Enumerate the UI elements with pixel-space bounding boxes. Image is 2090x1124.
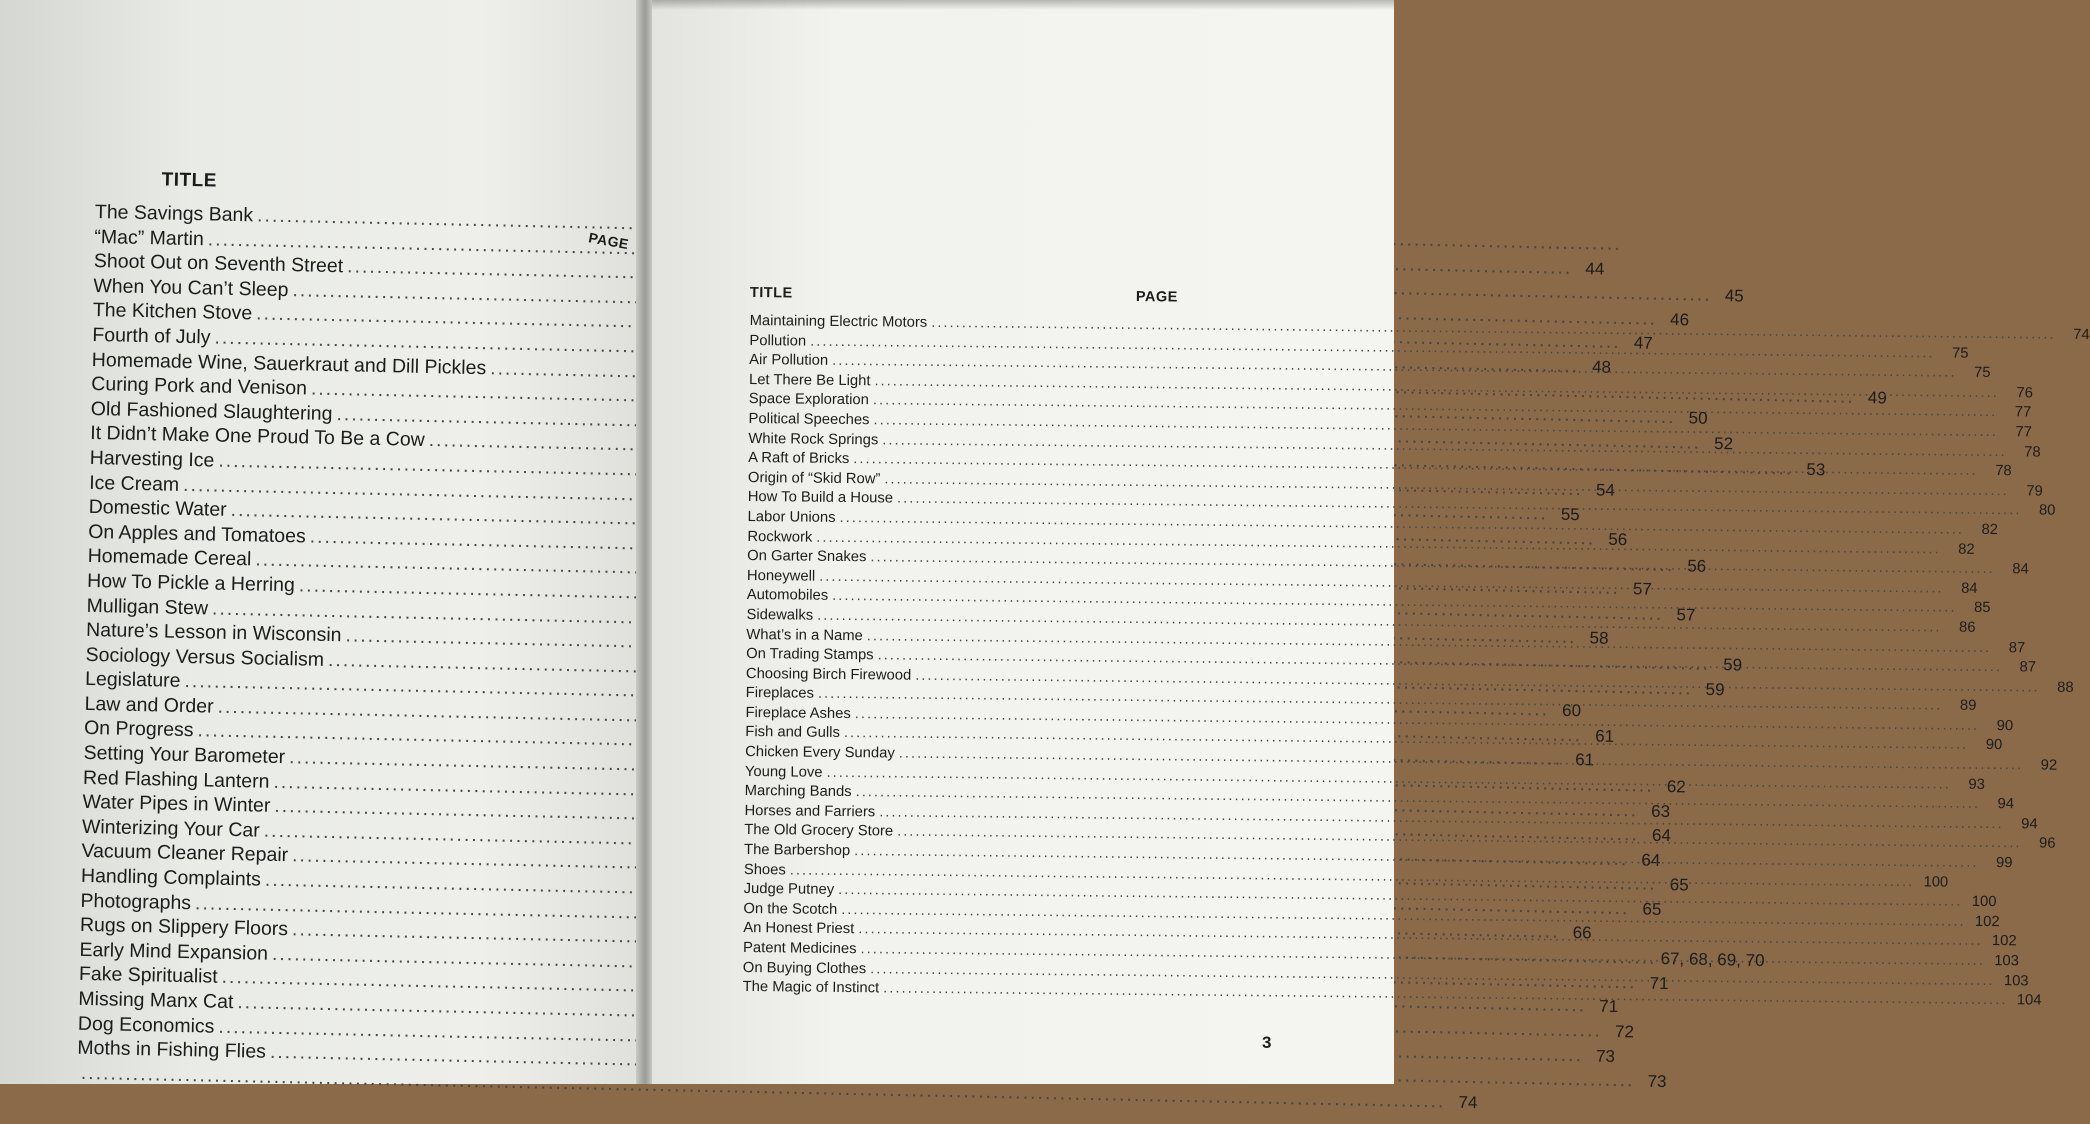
- entry-title: Young Love: [744, 763, 823, 781]
- entry-title: Winterizing Your Car: [81, 815, 260, 842]
- entry-page: 76: [2016, 385, 2033, 402]
- entry-page: 87: [2019, 659, 2037, 676]
- entry-page: 62: [1666, 777, 1686, 797]
- entry-title: Choosing Birch Firewood: [745, 665, 912, 684]
- entry-title: It Didn’t Make One Proud To Be a Cow: [90, 422, 425, 452]
- entry-title: Handling Complaints: [80, 864, 262, 891]
- entry-title: Political Speeches: [748, 410, 870, 429]
- entry-title: The Barbershop: [743, 842, 851, 860]
- entry-title: Domestic Water: [88, 496, 227, 521]
- entry-title: Law and Order: [84, 692, 214, 718]
- entry-title: On Buying Clothes: [742, 959, 867, 977]
- entry-page: 90: [1996, 717, 2014, 735]
- entry-page: 80: [2038, 502, 2056, 520]
- entry-title: Homemade Wine, Sauerkraut and Dill Pickles: [91, 348, 487, 379]
- entry-page: 94: [1997, 796, 2015, 813]
- entry-title: Shoes: [743, 861, 786, 879]
- entry-page: 52: [1713, 433, 1734, 454]
- entry-title: Red Flashing Lantern: [82, 766, 270, 793]
- entry-page: 67, 68, 69, 70: [1660, 949, 1765, 971]
- entry-title: Fireplaces: [745, 685, 815, 702]
- entry-page: 94: [2021, 816, 2038, 833]
- entry-page: 78: [1995, 463, 2012, 480]
- entry-page: 59: [1722, 655, 1743, 675]
- entry-title: Harvesting Ice: [89, 446, 215, 472]
- right-page-header: PAGE: [1135, 289, 1178, 306]
- entry-page: 93: [1968, 776, 1985, 793]
- entry-page: 60: [1561, 701, 1582, 721]
- entry-page: 53: [1806, 460, 1826, 480]
- entry-page: 78: [2024, 443, 2041, 461]
- page-number: 3: [1262, 1033, 1272, 1052]
- page-shadow: [652, 0, 1394, 10]
- entry-page: 87: [2008, 639, 2026, 656]
- entry-page: 92: [2040, 757, 2058, 774]
- entry-page: 77: [2014, 404, 2032, 421]
- entry-page: 75: [1952, 345, 1969, 362]
- entry-title: Ice Cream: [89, 471, 180, 496]
- entry-title: Homemade Cereal: [87, 545, 252, 571]
- entry-title: White Rock Springs: [748, 430, 879, 448]
- entry-page: 44: [1585, 258, 1605, 279]
- entry-page: 88: [2057, 679, 2074, 696]
- entry-page: 89: [1959, 697, 1977, 715]
- entry-title: Automobiles: [746, 587, 829, 605]
- entry-title: Patent Medicines: [742, 939, 857, 958]
- entry-page: 74: [2073, 326, 2090, 344]
- entry-title: Honeywell: [746, 567, 816, 585]
- entry-title: Rugs on Slippery Floors: [79, 914, 289, 941]
- entry-page: 73: [1647, 1071, 1667, 1092]
- entry-title: An Honest Priest: [743, 920, 855, 938]
- left-title-header: TITLE: [161, 169, 218, 192]
- entry-page: 104: [2016, 992, 2042, 1009]
- entry-title: Old Fashioned Slaughtering: [90, 397, 333, 425]
- entry-page: 65: [1669, 875, 1689, 895]
- entry-page: 63: [1650, 801, 1671, 821]
- entry-page: 71: [1599, 997, 1619, 1017]
- entry-page: 64: [1641, 850, 1661, 870]
- entry-title: Fake Spiritualist: [78, 963, 218, 989]
- entry-title: Chicken Every Sunday: [745, 744, 895, 762]
- entry-title: Missing Manx Cat: [78, 987, 234, 1014]
- entry-page: 54: [1595, 480, 1616, 500]
- entry-title: Labor Unions: [747, 508, 836, 526]
- entry-title: Marching Bands: [744, 783, 852, 801]
- entry-page: 100: [1971, 894, 1997, 911]
- entry-title: Maintaining Electric Motors: [749, 312, 928, 331]
- entry-title: Nature’s Lesson in Wisconsin: [85, 618, 342, 647]
- entry-title: Horses and Farriers: [744, 802, 876, 821]
- entry-page: 61: [1574, 750, 1595, 770]
- entry-page: 56: [1687, 556, 1707, 576]
- entry-page: 66: [1572, 922, 1592, 943]
- entry-page: 75: [1973, 365, 1991, 382]
- entry-title: On Trading Stamps: [746, 646, 874, 664]
- entry-title: The Magic of Instinct: [742, 979, 880, 997]
- entry-page: 79: [2026, 483, 2043, 500]
- entry-title: Dog Economics: [77, 1012, 215, 1038]
- entry-title: Judge Putney: [743, 881, 835, 899]
- entry-page: 82: [1981, 521, 1999, 539]
- entry-page: 103: [1994, 953, 2020, 970]
- entry-title: What’s in a Name: [746, 626, 863, 644]
- entry-page: 96: [2038, 835, 2056, 853]
- entry-page: 61: [1595, 726, 1615, 746]
- entry-page: 71: [1649, 973, 1669, 993]
- entry-page: 102: [1991, 933, 2017, 950]
- right-header-row: [750, 285, 1180, 306]
- entry-title: On Garter Snakes: [747, 548, 867, 566]
- entry-page: 77: [2015, 424, 2032, 441]
- entry-title: Water Pipes in Winter: [82, 791, 271, 818]
- entry-title: Origin of “Skid Row”: [747, 469, 881, 488]
- entry-title: Vacuum Cleaner Repair: [81, 840, 289, 867]
- entry-title: Air Pollution: [749, 352, 829, 370]
- entry-title: Moths in Fishing Flies: [77, 1036, 267, 1063]
- entry-page: 65: [1642, 899, 1662, 919]
- right-title-header: TITLE: [749, 285, 793, 302]
- entry-page: 85: [1974, 600, 1991, 617]
- entry-title: Setting Your Barometer: [83, 741, 286, 769]
- entry-title: When You Can’t Sleep: [93, 274, 289, 301]
- entry-title: How To Pickle a Herring: [86, 569, 296, 597]
- entry-title: Rockwork: [747, 528, 813, 546]
- entry-title: On Apples and Tomatoes: [87, 520, 306, 548]
- entry-title: Sidewalks: [746, 606, 814, 624]
- entry-page: 57: [1676, 605, 1696, 625]
- entry-title: Sociology Versus Socialism: [85, 643, 325, 671]
- entry-page: 84: [2012, 561, 2029, 578]
- entry-page: 45: [1724, 286, 1744, 306]
- entry-page: 99: [1996, 855, 2013, 872]
- entry-page: 103: [2003, 972, 2029, 990]
- entry-title: Shoot Out on Seventh Street: [93, 250, 344, 278]
- entry-title: Fireplace Ashes: [745, 704, 851, 722]
- left-page-header: PAGE: [587, 229, 631, 253]
- entry-title: Legislature: [84, 668, 181, 693]
- entry-title: The Old Grocery Store: [744, 822, 894, 840]
- entry-title: Mulligan Stew: [86, 594, 209, 619]
- entry-title: Fourth of July: [92, 323, 211, 349]
- entry-page: 47: [1633, 333, 1653, 354]
- entry-page: 55: [1560, 504, 1580, 524]
- entry-page: 57: [1632, 579, 1653, 599]
- entry-title: “Mac” Martin: [94, 225, 205, 250]
- entry-page: 48: [1591, 357, 1612, 377]
- entry-page: 56: [1608, 529, 1628, 550]
- entry-page: 74: [1458, 1092, 1478, 1112]
- entry-page: [1626, 250, 1654, 251]
- entry-title: On the Scotch: [743, 900, 838, 918]
- entry-title: On Progress: [83, 717, 194, 742]
- entry-title: Pollution: [749, 332, 807, 350]
- entry-title: A Raft of Bricks: [748, 450, 850, 468]
- entry-title: Let There Be Light: [748, 371, 871, 390]
- entry-page: 59: [1705, 679, 1725, 699]
- entry-page: 72: [1614, 1022, 1635, 1042]
- entry-title: The Savings Bank: [94, 200, 254, 227]
- entry-title: Photographs: [80, 889, 192, 914]
- entry-page: 50: [1688, 408, 1708, 428]
- entry-page: 46: [1669, 309, 1690, 330]
- entry-title: Curing Pork and Venison: [91, 373, 308, 400]
- entry-page: 90: [1985, 737, 2003, 754]
- entry-page: 49: [1867, 387, 1887, 408]
- entry-page: 100: [1923, 873, 1949, 891]
- entry-title: Fish and Gulls: [745, 724, 840, 742]
- entry-page: 84: [1961, 580, 1978, 597]
- entry-title: The Kitchen Stove: [92, 299, 253, 325]
- entry-title: How To Build a House: [747, 489, 894, 507]
- entry-page: 58: [1589, 627, 1609, 648]
- entry-page: 82: [1958, 541, 1975, 558]
- entry-page: 64: [1651, 825, 1672, 846]
- entry-page: 102: [1974, 913, 2000, 930]
- entry-page: 86: [1958, 619, 1976, 636]
- entry-page: 73: [1595, 1046, 1616, 1066]
- entry-title: Space Exploration: [748, 391, 869, 409]
- entry-title: Early Mind Expansion: [79, 938, 269, 965]
